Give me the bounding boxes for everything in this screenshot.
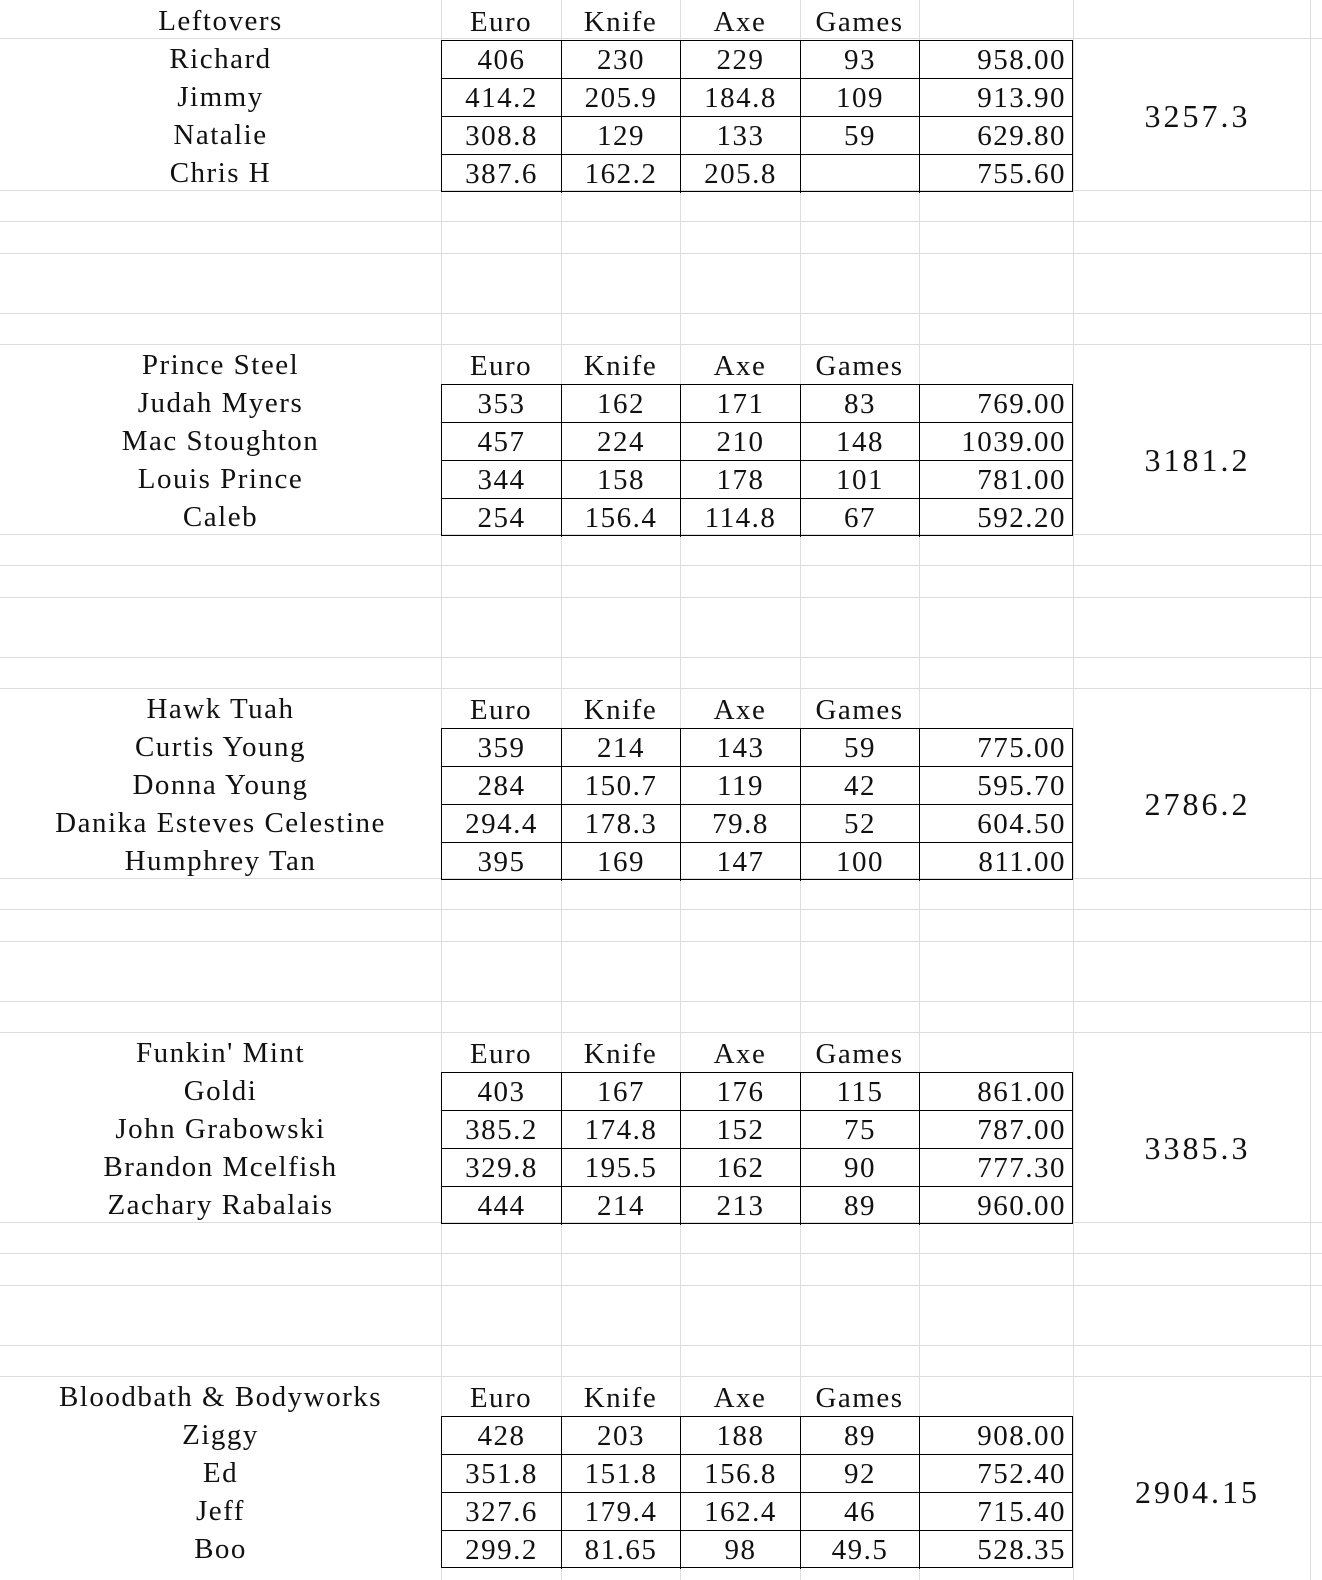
axe-cell[interactable]: 188 (681, 1417, 801, 1455)
header-games[interactable]: Games (815, 1038, 904, 1070)
team-name[interactable]: Bloodbath & Bodyworks (58, 1381, 383, 1413)
header-games[interactable]: Games (815, 6, 904, 38)
axe-cell[interactable]: 176 (681, 1073, 801, 1111)
header-axe[interactable]: Axe (713, 1038, 767, 1070)
table-row (442, 116, 1072, 155)
euro-cell[interactable]: 344 (442, 461, 562, 499)
table-row (442, 1110, 1072, 1149)
player-total-cell[interactable]: 604.50 (977, 808, 1066, 840)
euro-cell[interactable]: 444 (442, 1187, 562, 1225)
axe-cell[interactable]: 98 (681, 1531, 801, 1569)
team-name[interactable]: Prince Steel (141, 349, 300, 381)
euro-cell[interactable]: 457 (442, 423, 562, 461)
axe-cell[interactable]: 184.8 (681, 79, 801, 117)
euro-cell[interactable]: 294.4 (442, 805, 562, 843)
player-total-cell[interactable]: 913.90 (977, 82, 1066, 114)
axe-cell[interactable]: 119 (681, 767, 801, 805)
table-row (442, 729, 1072, 767)
knife-cell[interactable]: 151.8 (562, 1455, 681, 1493)
knife-cell[interactable]: 214 (562, 729, 681, 767)
player-name[interactable]: Jimmy (177, 81, 264, 113)
knife-cell[interactable]: 174.8 (562, 1111, 681, 1149)
games-cell[interactable]: 148 (801, 423, 920, 461)
player-total-cell[interactable]: 777.30 (977, 1152, 1066, 1184)
header-knife[interactable]: Knife (583, 350, 658, 382)
axe-cell[interactable]: 213 (681, 1187, 801, 1225)
games-cell[interactable]: 100 (801, 843, 920, 881)
axe-cell[interactable]: 143 (681, 729, 801, 767)
player-name[interactable]: Mac Stoughton (121, 425, 320, 457)
header-euro[interactable]: Euro (469, 1038, 533, 1070)
games-cell[interactable]: 59 (801, 729, 920, 767)
team-block-bloodbath-bodyworks (0, 1378, 1322, 1569)
euro-cell[interactable]: 359 (442, 729, 562, 767)
row-gridline (0, 221, 1322, 222)
player-total-cell[interactable]: 781.00 (977, 464, 1066, 496)
games-cell[interactable]: 75 (801, 1111, 920, 1149)
player-total-cell[interactable]: 592.20 (977, 502, 1066, 534)
row-gridline (0, 1253, 1322, 1254)
axe-cell[interactable]: 147 (681, 843, 801, 881)
header-axe[interactable]: Axe (713, 1382, 767, 1414)
axe-cell[interactable]: 205.8 (681, 155, 801, 193)
euro-cell[interactable]: 385.2 (442, 1111, 562, 1149)
row-gridline (0, 565, 1322, 566)
axe-cell[interactable]: 171 (681, 385, 801, 423)
knife-cell[interactable]: 156.4 (562, 499, 681, 537)
row-gridline (0, 1285, 1322, 1286)
axe-cell[interactable]: 162 (681, 1149, 801, 1187)
axe-cell[interactable]: 114.8 (681, 499, 801, 537)
axe-cell[interactable]: 178 (681, 461, 801, 499)
games-cell[interactable]: 93 (801, 41, 920, 79)
table-row (442, 1186, 1072, 1225)
games-cell[interactable]: 67 (801, 499, 920, 537)
header-axe[interactable]: Axe (713, 350, 767, 382)
player-total-cell[interactable]: 787.00 (977, 1114, 1066, 1146)
score-table (441, 728, 1073, 880)
knife-cell[interactable]: 224 (562, 423, 681, 461)
knife-cell[interactable]: 195.5 (562, 1149, 681, 1187)
table-row (442, 1454, 1072, 1493)
table-row (442, 1148, 1072, 1187)
team-block-prince-steel (0, 346, 1322, 537)
player-total-cell[interactable]: 629.80 (977, 120, 1066, 152)
row-gridline (0, 688, 1322, 689)
player-total-cell[interactable]: 528.35 (977, 1534, 1066, 1566)
knife-cell[interactable]: 179.4 (562, 1493, 681, 1531)
team-total[interactable]: 3181.2 (1144, 442, 1251, 478)
header-euro[interactable]: Euro (469, 694, 533, 726)
games-cell[interactable]: 83 (801, 385, 920, 423)
euro-cell[interactable]: 284 (442, 767, 562, 805)
header-games[interactable]: Games (815, 350, 904, 382)
euro-cell[interactable]: 299.2 (442, 1531, 562, 1569)
header-euro[interactable]: Euro (469, 6, 533, 38)
games-cell[interactable]: 49.5 (801, 1531, 920, 1569)
score-table (441, 1072, 1073, 1224)
knife-cell[interactable]: 230 (562, 41, 681, 79)
header-axe[interactable]: Axe (713, 6, 767, 38)
knife-cell[interactable]: 81.65 (562, 1531, 681, 1569)
axe-cell[interactable]: 156.8 (681, 1455, 801, 1493)
player-name[interactable]: Natalie (173, 119, 268, 151)
axe-cell[interactable]: 229 (681, 41, 801, 79)
table-row (442, 1492, 1072, 1531)
player-name[interactable]: Judah Myers (137, 387, 304, 419)
player-total-cell[interactable]: 811.00 (978, 846, 1066, 878)
player-total-cell[interactable]: 715.40 (977, 1496, 1066, 1528)
row-gridline (0, 313, 1322, 314)
knife-cell[interactable]: 129 (562, 117, 681, 155)
games-cell[interactable]: 92 (801, 1455, 920, 1493)
table-row (442, 842, 1072, 881)
table-row (442, 1530, 1072, 1569)
table-row (442, 460, 1072, 499)
table-row (442, 804, 1072, 843)
score-table (441, 384, 1073, 536)
games-cell[interactable]: 89 (801, 1417, 920, 1455)
knife-cell[interactable]: 162 (562, 385, 681, 423)
knife-cell[interactable]: 205.9 (562, 79, 681, 117)
euro-cell[interactable]: 329.8 (442, 1149, 562, 1187)
team-block-leftovers (0, 2, 1322, 193)
games-cell[interactable]: 89 (801, 1187, 920, 1225)
knife-cell[interactable]: 158 (562, 461, 681, 499)
table-row (442, 766, 1072, 805)
score-table (441, 40, 1073, 192)
euro-cell[interactable]: 308.8 (442, 117, 562, 155)
table-row (442, 385, 1072, 423)
table-row (442, 41, 1072, 79)
row-gridline (0, 1001, 1322, 1002)
header-knife[interactable]: Knife (583, 1038, 658, 1070)
player-name[interactable]: Jeff (196, 1495, 245, 1527)
table-row (442, 498, 1072, 537)
table-row (442, 1073, 1072, 1111)
knife-cell[interactable]: 162.2 (562, 155, 681, 193)
player-name[interactable]: John Grabowski (115, 1113, 326, 1145)
player-name[interactable]: Louis Prince (137, 463, 304, 495)
header-games[interactable]: Games (815, 1382, 904, 1414)
euro-cell[interactable]: 428 (442, 1417, 562, 1455)
player-total-cell[interactable]: 752.40 (977, 1458, 1066, 1490)
games-cell[interactable]: 115 (801, 1073, 920, 1111)
knife-cell[interactable]: 178.3 (562, 805, 681, 843)
row-gridline (0, 344, 1322, 345)
knife-cell[interactable]: 169 (562, 843, 681, 881)
games-cell[interactable]: 59 (801, 117, 920, 155)
player-total-cell[interactable]: 1039.00 (961, 426, 1066, 458)
row-gridline (0, 941, 1322, 942)
player-total-cell[interactable]: 960.00 (977, 1190, 1066, 1222)
team-total[interactable]: 3257.3 (1144, 98, 1251, 134)
games-cell[interactable]: 90 (801, 1149, 920, 1187)
table-row (442, 422, 1072, 461)
axe-cell[interactable]: 133 (681, 117, 801, 155)
games-cell[interactable]: 42 (801, 767, 920, 805)
team-total[interactable]: 2786.2 (1144, 786, 1251, 822)
euro-cell[interactable]: 406 (442, 41, 562, 79)
header-euro[interactable]: Euro (469, 350, 533, 382)
player-total-cell[interactable]: 775.00 (977, 732, 1066, 764)
player-name[interactable]: Danika Esteves Celestine (55, 807, 386, 839)
row-gridline (0, 1376, 1322, 1377)
knife-cell[interactable]: 150.7 (562, 767, 681, 805)
header-knife[interactable]: Knife (583, 6, 658, 38)
player-name[interactable]: Curtis Young (134, 731, 307, 763)
player-name[interactable]: Brandon Mcelfish (103, 1151, 338, 1183)
games-cell[interactable]: 46 (801, 1493, 920, 1531)
player-total-cell[interactable]: 908.00 (977, 1420, 1066, 1452)
team-total[interactable]: 3385.3 (1144, 1130, 1251, 1166)
team-name[interactable]: Funkin' Mint (135, 1037, 306, 1069)
header-knife[interactable]: Knife (583, 1382, 658, 1414)
row-gridline (0, 909, 1322, 910)
axe-cell[interactable]: 79.8 (681, 805, 801, 843)
team-block-funkin-mint (0, 1034, 1322, 1225)
knife-cell[interactable]: 167 (562, 1073, 681, 1111)
team-total[interactable]: 2904.15 (1135, 1474, 1260, 1510)
player-name[interactable]: Caleb (182, 501, 259, 533)
player-name[interactable]: Ed (202, 1457, 239, 1489)
games-cell[interactable]: 109 (801, 79, 920, 117)
euro-cell[interactable]: 403 (442, 1073, 562, 1111)
euro-cell[interactable]: 387.6 (442, 155, 562, 193)
euro-cell[interactable]: 353 (442, 385, 562, 423)
player-total-cell[interactable]: 958.00 (977, 44, 1066, 76)
row-gridline (0, 253, 1322, 254)
row-gridline (0, 1032, 1322, 1033)
header-euro[interactable]: Euro (469, 1382, 533, 1414)
games-cell[interactable]: 101 (801, 461, 920, 499)
axe-cell[interactable]: 162.4 (681, 1493, 801, 1531)
table-row (442, 1417, 1072, 1455)
team-name[interactable]: Hawk Tuah (146, 693, 295, 725)
row-gridline (0, 657, 1322, 658)
row-gridline (0, 1345, 1322, 1346)
player-name[interactable]: Goldi (183, 1075, 258, 1107)
player-name[interactable]: Richard (169, 43, 272, 75)
player-name[interactable]: Humphrey Tan (124, 845, 317, 877)
score-table (441, 1416, 1073, 1568)
knife-cell[interactable]: 203 (562, 1417, 681, 1455)
games-cell[interactable] (801, 155, 920, 193)
player-total-cell[interactable]: 769.00 (977, 388, 1066, 420)
row-gridline (0, 597, 1322, 598)
player-name[interactable]: Boo (194, 1533, 247, 1565)
axe-cell[interactable]: 210 (681, 423, 801, 461)
player-name[interactable]: Donna Young (132, 769, 309, 801)
header-axe[interactable]: Axe (713, 694, 767, 726)
games-cell[interactable]: 52 (801, 805, 920, 843)
knife-cell[interactable]: 214 (562, 1187, 681, 1225)
table-row (442, 78, 1072, 117)
euro-cell[interactable]: 327.6 (442, 1493, 562, 1531)
team-block-hawk-tuah (0, 690, 1322, 881)
team-name[interactable]: Leftovers (158, 5, 283, 37)
header-knife[interactable]: Knife (583, 694, 658, 726)
player-total-cell[interactable]: 861.00 (977, 1076, 1066, 1108)
euro-cell[interactable]: 395 (442, 843, 562, 881)
euro-cell[interactable]: 254 (442, 499, 562, 537)
euro-cell[interactable]: 414.2 (442, 79, 562, 117)
player-name[interactable]: Ziggy (182, 1419, 259, 1451)
header-games[interactable]: Games (815, 694, 904, 726)
euro-cell[interactable]: 351.8 (442, 1455, 562, 1493)
axe-cell[interactable]: 152 (681, 1111, 801, 1149)
table-row (442, 154, 1072, 193)
player-total-cell[interactable]: 755.60 (977, 158, 1066, 190)
player-name[interactable]: Zachary Rabalais (107, 1189, 334, 1221)
player-name[interactable]: Chris H (169, 157, 272, 189)
player-total-cell[interactable]: 595.70 (977, 770, 1066, 802)
